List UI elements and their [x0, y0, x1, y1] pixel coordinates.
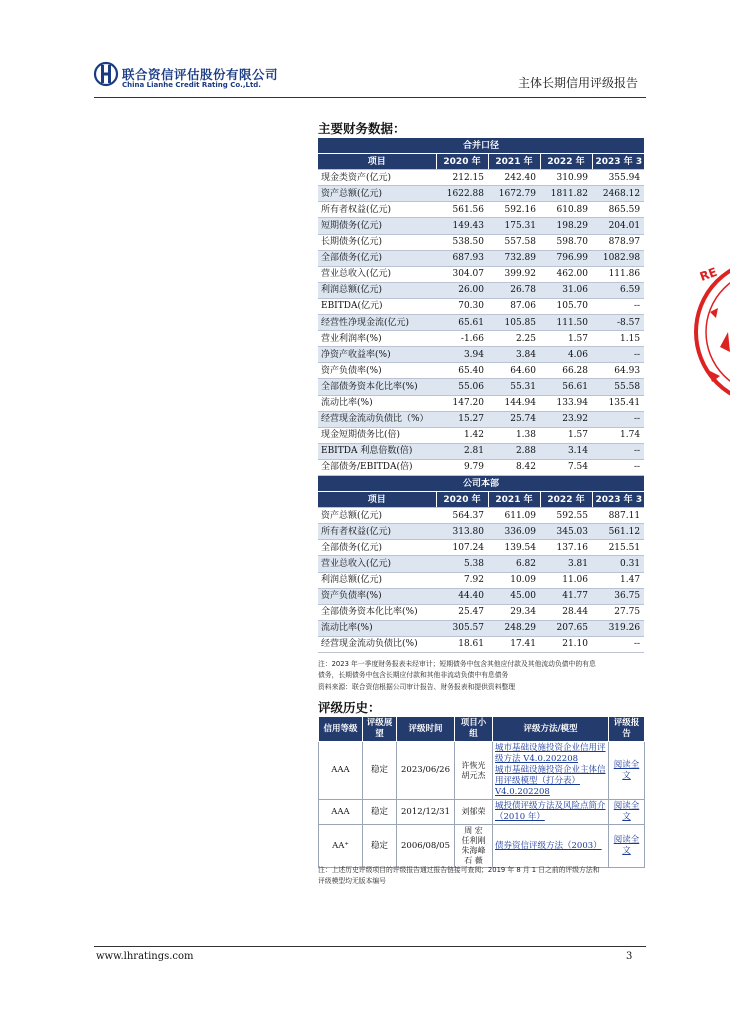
table-row [318, 427, 644, 443]
value-cell: 557.58 [488, 234, 540, 250]
value-cell: 44.40 [436, 588, 488, 604]
row-label: 所有者权益(亿元) [318, 202, 436, 218]
table-row [318, 298, 644, 314]
row-label: 现金类资产(亿元) [318, 170, 436, 186]
value-cell: 878.97 [592, 234, 644, 250]
value-cell: -- [592, 347, 644, 363]
note-line: 注：2023 年一季度财务报表未经审计；短期债务中包含其他应付款及其他流动负债中的有息 [318, 660, 596, 668]
value-cell: 111.50 [540, 315, 592, 331]
value-cell: 1082.98 [592, 250, 644, 266]
column-header: 2020 年 [436, 154, 488, 170]
value-cell: 139.54 [488, 540, 540, 556]
value-cell: 865.59 [592, 202, 644, 218]
row-label: 现金短期债务比(倍) [318, 427, 436, 443]
company-logo [94, 60, 279, 92]
value-cell: 1.57 [540, 331, 592, 347]
value-cell: 561.56 [436, 202, 488, 218]
row-label: 营业总收入(亿元) [318, 556, 436, 572]
value-cell: 26.78 [488, 282, 540, 298]
value-cell: 399.92 [488, 266, 540, 282]
column-header: 2023 年 3 月 [592, 154, 644, 170]
table-row [318, 363, 644, 379]
value-cell: 887.11 [592, 508, 644, 524]
value-cell: 598.70 [540, 234, 592, 250]
row-label: 全部债务/EBITDA(倍) [318, 459, 436, 475]
column-header: 2022 年 [540, 492, 592, 508]
value-cell: 25.47 [436, 604, 488, 620]
value-cell: 27.75 [592, 604, 644, 620]
value-cell: 7.92 [436, 572, 488, 588]
rating-outlook: 稳定 [363, 742, 397, 800]
value-cell: 1.47 [592, 572, 644, 588]
value-cell: 6.59 [592, 282, 644, 298]
value-cell: 212.15 [436, 170, 488, 186]
column-header: 2020 年 [436, 492, 488, 508]
value-cell: 1811.82 [540, 186, 592, 202]
value-cell: 313.80 [436, 524, 488, 540]
table-row [318, 556, 644, 572]
table-row [318, 395, 644, 411]
value-cell: 2.81 [436, 443, 488, 459]
value-cell: 41.77 [540, 588, 592, 604]
value-cell: 11.06 [540, 572, 592, 588]
value-cell: 55.06 [436, 379, 488, 395]
table-row [318, 443, 644, 459]
value-cell: 7.54 [540, 459, 592, 475]
note-line: 资料来源：联合资信根据公司审计报告、财务报表和提供资料整理 [318, 682, 516, 691]
footer-divider [94, 946, 646, 947]
table-section-caption [318, 138, 644, 154]
value-cell: 45.00 [488, 588, 540, 604]
value-cell: 21.10 [540, 636, 592, 652]
value-cell: 107.24 [436, 540, 488, 556]
row-label: 全部债务(亿元) [318, 250, 436, 266]
value-cell: -- [592, 298, 644, 314]
column-header: 项目 [318, 154, 436, 170]
value-cell: 1.74 [592, 427, 644, 443]
value-cell: 55.31 [488, 379, 540, 395]
rating-methods [493, 825, 609, 868]
team-member: 石 薇 [464, 856, 483, 865]
rating-date: 2012/12/31 [397, 800, 455, 825]
value-cell: 687.93 [436, 250, 488, 266]
document-title: 主体长期信用评级报告 [517, 76, 638, 90]
page-header [94, 58, 646, 96]
value-cell: 207.65 [540, 620, 592, 636]
rating-date: 2023/06/26 [397, 742, 455, 800]
project-team [455, 800, 493, 825]
section-caption-cell: 合并口径 [318, 138, 644, 154]
table-header-row [318, 154, 644, 170]
rating-history-table [318, 716, 645, 868]
value-cell: 304.07 [436, 266, 488, 282]
value-cell: 66.28 [540, 363, 592, 379]
team-member: 刘郁荣 [461, 807, 486, 816]
column-header: 评级方法/模型 [493, 717, 609, 742]
value-cell: -- [592, 636, 644, 652]
row-label: 资产负债率(%) [318, 363, 436, 379]
value-cell: 345.03 [540, 524, 592, 540]
value-cell: 36.75 [592, 588, 644, 604]
value-cell: -1.66 [436, 331, 488, 347]
table-row [318, 234, 644, 250]
project-team [455, 742, 493, 800]
value-cell: 561.12 [592, 524, 644, 540]
value-cell: 105.85 [488, 315, 540, 331]
row-label: 流动比率(%) [318, 620, 436, 636]
value-cell: 18.61 [436, 636, 488, 652]
value-cell: 1.15 [592, 331, 644, 347]
column-header: 评级展望 [363, 717, 397, 742]
value-cell: 538.50 [436, 234, 488, 250]
value-cell: 55.58 [592, 379, 644, 395]
team-member: 许恢光 [461, 760, 486, 770]
row-label: 经营现金流动负债比（%） [318, 411, 436, 427]
note-line: 债务，长期债务中包含长期应付款和其他非流动负债中有息债务 [318, 671, 509, 680]
value-cell: 25.74 [488, 411, 540, 427]
value-cell: 2.88 [488, 443, 540, 459]
value-cell: 64.93 [592, 363, 644, 379]
team-member: 任利刚 [461, 836, 486, 845]
row-label: 经营性净现金流(亿元) [318, 315, 436, 331]
row-label: 全部债务(亿元) [318, 540, 436, 556]
row-label: 流动比率(%) [318, 395, 436, 411]
value-cell: 610.89 [540, 202, 592, 218]
value-cell: 1.42 [436, 427, 488, 443]
row-label: EBITDA 利息倍数(倍) [318, 443, 436, 459]
value-cell: 135.41 [592, 395, 644, 411]
value-cell: 111.86 [592, 266, 644, 282]
value-cell: 564.37 [436, 508, 488, 524]
value-cell: -- [592, 459, 644, 475]
table-row [318, 202, 644, 218]
note-line: 评级模型均无版本编号 [318, 877, 386, 886]
value-cell: 87.06 [488, 298, 540, 314]
value-cell: 105.70 [540, 298, 592, 314]
value-cell: 65.40 [436, 363, 488, 379]
method-link[interactable]: 城投债评级方法及风险点简介（2010 年） [495, 801, 606, 822]
value-cell: -8.57 [592, 315, 644, 331]
value-cell: 23.92 [540, 411, 592, 427]
company-name-en: China Lianhe Credit Rating Co.,Ltd. [122, 81, 261, 89]
value-cell: 1.57 [540, 427, 592, 443]
value-cell: 310.99 [540, 170, 592, 186]
value-cell: 29.34 [488, 604, 540, 620]
rating-grade: AAA [319, 800, 363, 825]
table-row [318, 218, 644, 234]
red-seal-stamp [690, 252, 730, 412]
lianhe-logo-icon [94, 60, 118, 88]
value-cell: 149.43 [436, 218, 488, 234]
value-cell: 1622.88 [436, 186, 488, 202]
value-cell: 3.14 [540, 443, 592, 459]
table-row [318, 282, 644, 298]
table-row [318, 186, 644, 202]
table-row [318, 588, 644, 604]
row-label: EBITDA(亿元) [318, 298, 436, 314]
history-notes [318, 865, 648, 888]
project-team [455, 825, 493, 868]
column-header: 评级时间 [397, 717, 455, 742]
page-number: 3 [626, 951, 633, 962]
stamp-text: RE [697, 264, 720, 284]
value-cell: 198.29 [540, 218, 592, 234]
value-cell: 2468.12 [592, 186, 644, 202]
method-link[interactable]: 城市基础设施投资企业信用评级方法 V4.0.202208 [495, 743, 606, 764]
value-cell: 70.30 [436, 298, 488, 314]
value-cell: 144.94 [488, 395, 540, 411]
value-cell: -- [592, 443, 644, 459]
row-label: 利润总额(亿元) [318, 572, 436, 588]
value-cell: 2.25 [488, 331, 540, 347]
section-caption-cell: 公司本部 [318, 475, 644, 491]
history-row [319, 800, 645, 825]
table-row [318, 620, 644, 636]
table-row [318, 524, 644, 540]
value-cell: 9.79 [436, 459, 488, 475]
value-cell: 336.09 [488, 524, 540, 540]
value-cell: 215.51 [592, 540, 644, 556]
column-header: 评级报告 [609, 717, 645, 742]
value-cell: 65.61 [436, 315, 488, 331]
header-divider [94, 97, 646, 98]
value-cell: 462.00 [540, 266, 592, 282]
value-cell: 611.09 [488, 508, 540, 524]
value-cell: 28.44 [540, 604, 592, 620]
value-cell: 15.27 [436, 411, 488, 427]
method-link[interactable]: 债券资信评级方法（2003） [495, 840, 602, 851]
table-row [318, 331, 644, 347]
financial-data-table [318, 138, 655, 653]
team-member: 朱海峰 [461, 846, 486, 855]
rating-grade: AAA [319, 742, 363, 800]
read-report-link[interactable]: 阅读全文 [609, 742, 645, 800]
table-row [318, 572, 644, 588]
rating-outlook: 稳定 [363, 825, 397, 868]
value-cell: 3.94 [436, 347, 488, 363]
rating-outlook: 稳定 [363, 800, 397, 825]
value-cell: 6.82 [488, 556, 540, 572]
table-row [318, 540, 644, 556]
value-cell: 5.38 [436, 556, 488, 572]
value-cell: 1672.79 [488, 186, 540, 202]
value-cell: -- [592, 411, 644, 427]
value-cell: 147.20 [436, 395, 488, 411]
row-label: 营业总收入(亿元) [318, 266, 436, 282]
value-cell: 204.01 [592, 218, 644, 234]
table-row [318, 250, 644, 266]
rating-date: 2006/08/05 [397, 825, 455, 868]
table-row [318, 411, 644, 427]
read-report-link[interactable]: 阅读全文 [609, 825, 645, 868]
value-cell: 56.61 [540, 379, 592, 395]
column-header: 项目 [318, 492, 436, 508]
table-row [318, 604, 644, 620]
column-header: 2022 年 [540, 154, 592, 170]
column-header: 2023 年 3 月 [592, 492, 644, 508]
table-row [318, 266, 644, 282]
table-section-caption [318, 475, 644, 491]
value-cell: 4.06 [540, 347, 592, 363]
value-cell: 592.55 [540, 508, 592, 524]
table-row [318, 508, 644, 524]
value-cell: 305.57 [436, 620, 488, 636]
value-cell: 26.00 [436, 282, 488, 298]
value-cell: 3.81 [540, 556, 592, 572]
table-header-row [318, 492, 644, 508]
row-label: 利润总额(亿元) [318, 282, 436, 298]
value-cell: 8.42 [488, 459, 540, 475]
table-row [318, 379, 644, 395]
rating-methods [493, 800, 609, 825]
row-label: 净资产收益率(%) [318, 347, 436, 363]
note-line: 注：上述历史评级项目的评级报告通过报告链接可查阅；2019 年 8 月 1 日之前的评级方法和 [318, 866, 600, 874]
value-cell: 10.09 [488, 572, 540, 588]
table-row [318, 347, 644, 363]
value-cell: 3.84 [488, 347, 540, 363]
column-header: 2021 年 [488, 154, 540, 170]
value-cell: 592.16 [488, 202, 540, 218]
rating-methods [493, 742, 609, 800]
table-row [318, 170, 644, 186]
value-cell: 242.40 [488, 170, 540, 186]
value-cell: 137.16 [540, 540, 592, 556]
value-cell: 355.94 [592, 170, 644, 186]
value-cell: 175.31 [488, 218, 540, 234]
row-label: 短期债务(亿元) [318, 218, 436, 234]
table-header-row [319, 717, 645, 742]
row-label: 经营现金流动负债比(%) [318, 636, 436, 652]
history-row [319, 825, 645, 868]
table-row [318, 459, 644, 475]
column-header: 2021 年 [488, 492, 540, 508]
value-cell: 133.94 [540, 395, 592, 411]
row-label: 长期债务(亿元) [318, 234, 436, 250]
history-title: 评级历史： [318, 700, 381, 715]
row-label: 资产负债率(%) [318, 588, 436, 604]
company-name-cn: 联合资信评估股份有限公司 [122, 67, 279, 82]
value-cell: 248.29 [488, 620, 540, 636]
row-label: 全部债务资本化比率(%) [318, 604, 436, 620]
column-header: 信用等级 [319, 717, 363, 742]
table-row [318, 636, 644, 652]
value-cell: 796.99 [540, 250, 592, 266]
team-member: 胡元杰 [461, 770, 486, 780]
footer-url[interactable]: www.lhratings.com [96, 951, 194, 962]
value-cell: 319.26 [592, 620, 644, 636]
financials-title: 主要财务数据： [318, 121, 406, 136]
rating-grade: AA⁺ [319, 825, 363, 868]
financials-notes [318, 659, 648, 693]
row-label: 资产总额(亿元) [318, 508, 436, 524]
method-link[interactable]: 城市基础设施投资企业主体信用评级模型（打分表）V4.0.202208 [495, 765, 606, 797]
team-member: 周 宏 [464, 826, 483, 835]
column-header: 项目小组 [455, 717, 493, 742]
value-cell: 64.60 [488, 363, 540, 379]
row-label: 资产总额(亿元) [318, 186, 436, 202]
value-cell: 732.89 [488, 250, 540, 266]
row-label: 营业利润率(%) [318, 331, 436, 347]
value-cell: 31.06 [540, 282, 592, 298]
row-label: 全部债务资本化比率(%) [318, 379, 436, 395]
value-cell: 17.41 [488, 636, 540, 652]
history-row [319, 742, 645, 800]
read-report-link[interactable]: 阅读全文 [609, 800, 645, 825]
row-label: 所有者权益(亿元) [318, 524, 436, 540]
table-row [318, 315, 644, 331]
value-cell: 0.31 [592, 556, 644, 572]
value-cell: 1.38 [488, 427, 540, 443]
